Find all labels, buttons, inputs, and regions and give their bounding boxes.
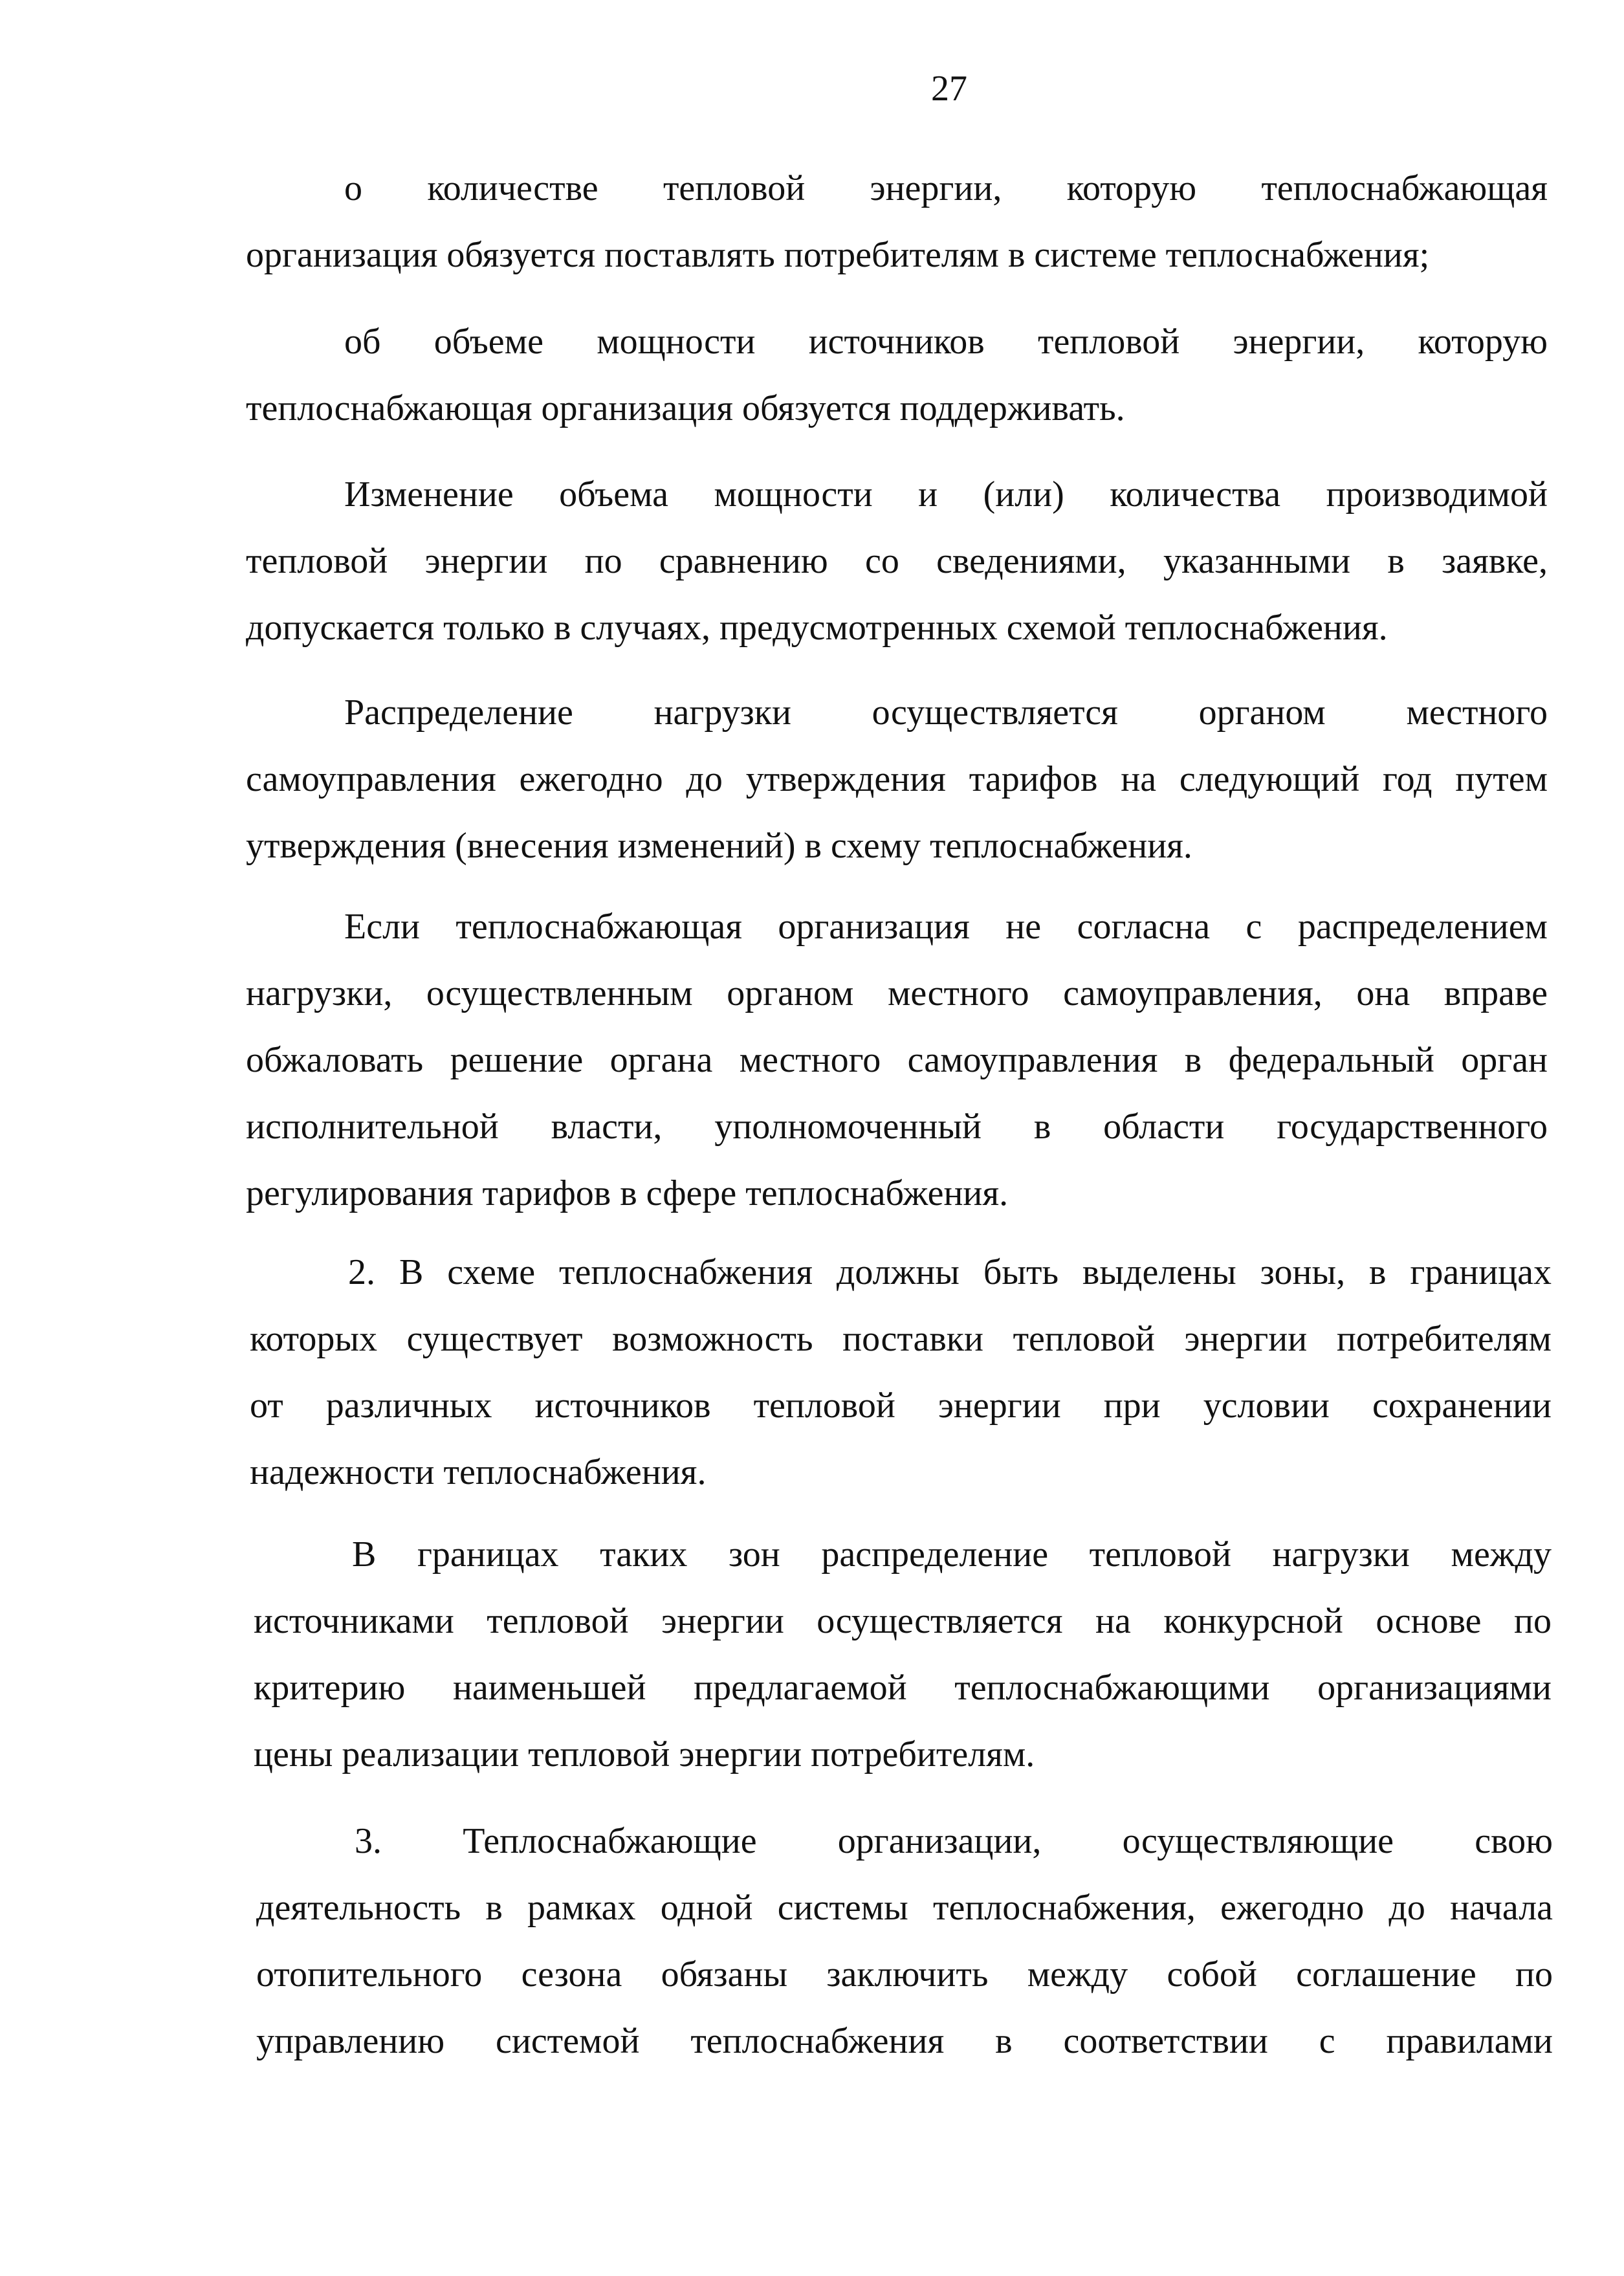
text-line: 2. В схеме теплоснабжения должны быть выделены зоны, в границах xyxy=(348,1252,1552,1292)
page-number: 27 xyxy=(931,69,967,109)
text-line: о количестве тепловой энергии, которую теплоснабжающая xyxy=(344,168,1548,208)
text-line: нагрузки, осуществленным органом местного самоуправления, она вправе xyxy=(246,973,1548,1013)
paragraph xyxy=(246,679,1548,879)
text-line: от различных источников тепловой энергии при условии сохранении xyxy=(250,1386,1552,1426)
text-line: регулирования тарифов в сфере теплоснабжения. xyxy=(246,1173,1009,1213)
paragraph xyxy=(250,1239,1552,1506)
paragraph xyxy=(246,894,1548,1227)
text-line: В границах таких зон распределение тепловой нагрузки между xyxy=(352,1534,1552,1574)
text-line: критерию наименьшей предлагаемой теплоснабжающими организациями xyxy=(254,1668,1552,1708)
text-line: обжаловать решение органа местного самоуправления в федеральный орган xyxy=(246,1040,1548,1080)
paragraph xyxy=(246,155,1548,289)
text-line: цены реализации тепловой энергии потребителям. xyxy=(254,1734,1035,1774)
text-line: которых существует возможность поставки тепловой энергии потребителям xyxy=(250,1319,1552,1359)
text-line: исполнительной власти, уполномоченный в области государственного xyxy=(246,1107,1548,1147)
text-line: об объеме мощности источников тепловой энергии, которую xyxy=(344,322,1548,362)
text-line: теплоснабжающая организация обязуется поддерживать. xyxy=(246,388,1125,428)
paragraph xyxy=(246,309,1548,442)
text-line: утверждения (внесения изменений) в схему теплоснабжения. xyxy=(246,826,1192,866)
text-line: организация обязуется поставлять потребителям в системе теплоснабжения; xyxy=(246,235,1430,275)
text-line: Распределение нагрузки осуществляется органом местного xyxy=(344,692,1548,733)
text-line: допускается только в случаях, предусмотренных схемой теплоснабжения. xyxy=(246,608,1388,648)
paragraph xyxy=(246,461,1548,661)
text-line: самоуправления ежегодно до утверждения тарифов на следующий год путем xyxy=(246,759,1548,799)
text-line: управлению системой теплоснабжения в соответствии с правилами xyxy=(256,2021,1553,2061)
text-line: 3. Теплоснабжающие организации, осуществляющие свою xyxy=(355,1821,1553,1861)
text-line: Если теплоснабжающая организация не согласна с распределением xyxy=(344,907,1548,947)
text-line: деятельность в рамках одной системы теплоснабжения, ежегодно до начала xyxy=(256,1888,1553,1928)
paragraph xyxy=(256,1808,1553,2075)
text-line: тепловой энергии по сравнению со сведениями, указанными в заявке, xyxy=(246,541,1548,581)
text-line: надежности теплоснабжения. xyxy=(250,1452,707,1492)
text-line: отопительного сезона обязаны заключить между собой соглашение по xyxy=(256,1954,1553,1994)
paragraph xyxy=(254,1521,1552,1788)
text-line: Изменение объема мощности и (или) количества производимой xyxy=(344,474,1548,514)
text-line: источниками тепловой энергии осуществляется на конкурсной основе по xyxy=(254,1601,1552,1641)
